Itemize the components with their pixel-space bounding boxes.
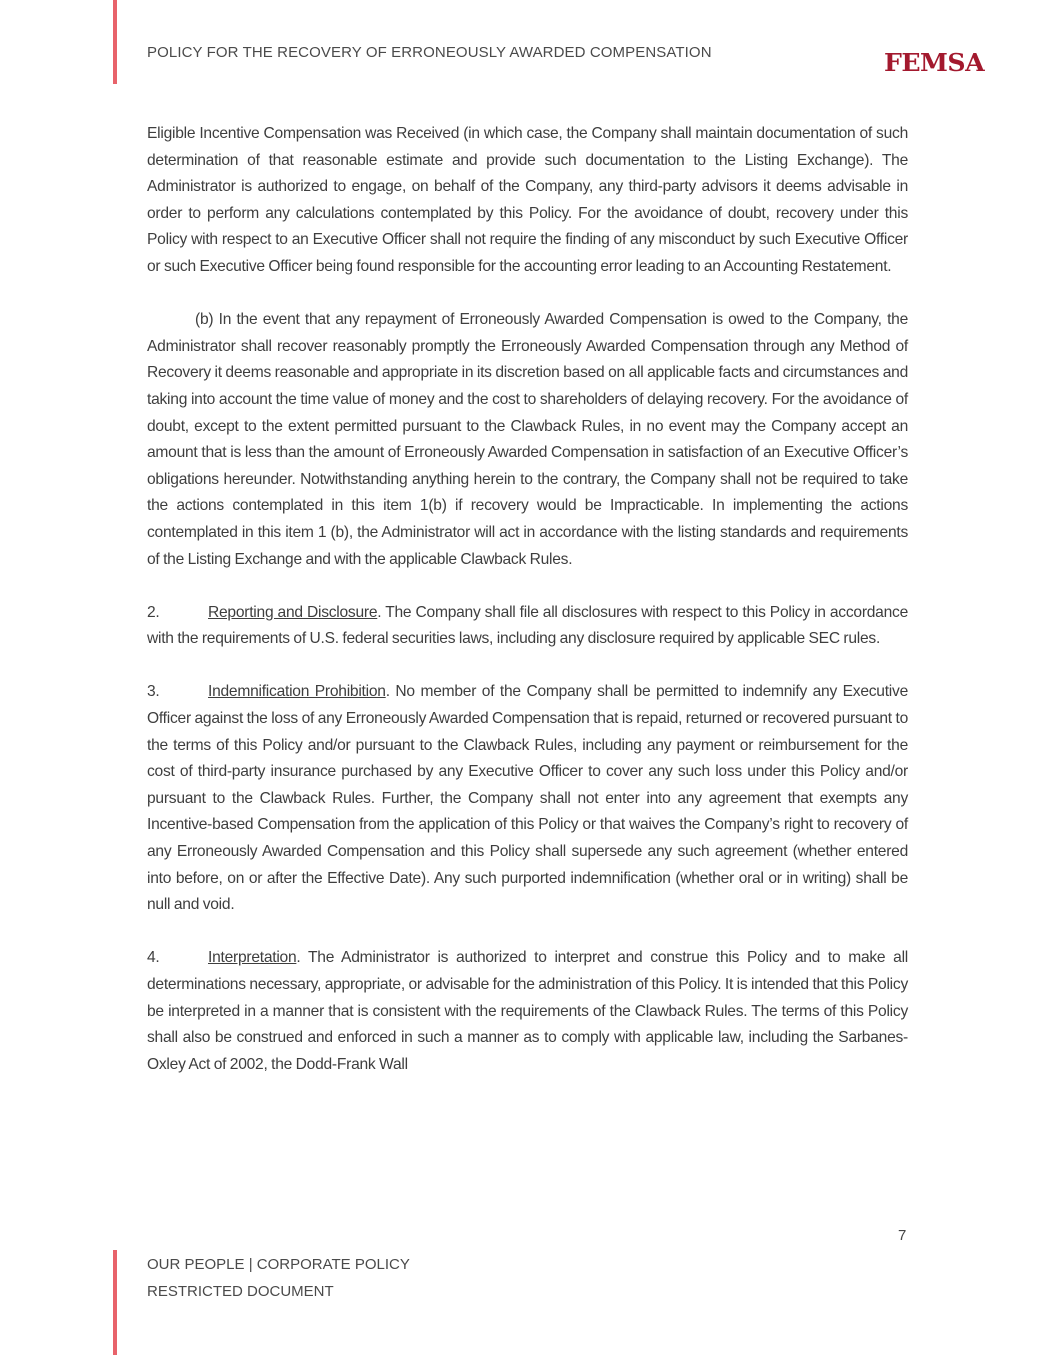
- section-text: . The Company shall file all disclosures with respect to this Policy in accordance with the requirements of U.S. federal securities laws, including any disclosure required by applicable SEC rules.: [147, 603, 908, 648]
- section-text: . No member of the Company shall be permitted to indemnify any Executive Officer against the loss of any Erroneously Awarded Compensation that is repaid, returned or recovered pursuant to the terms of this Policy and/or pursuant to the Clawback Rules, including any payment or reimbursement for the cost of third-party insurance purchased by any Executive Officer to cover any such loss under this Policy and/or pursuant to the Clawback Rules. Further, the Company shall not enter into any agreement that exempts any Incentive-based Compensation from the application of this Policy or that waives the Company’s right to recovery of any Erroneously Awarded Compensation and this Policy shall supersede any such agreement (whether entered into before, on or after the Effective Date). Any such purported indemnification (whether oral or in writing) shall be null and void.: [147, 683, 908, 914]
- section-heading: Reporting and Disclosure: [208, 603, 378, 621]
- section-heading: Interpretation: [208, 949, 297, 967]
- document-body: [147, 121, 908, 1105]
- section-text: . The Administrator is authorized to interpret and construe this Policy and to make all determinations necessary, appropriate, or advisable for the administration of this Policy. It is intended that this Policy be interpreted in a manner that is consistent with the requirements of the Clawback Rules. The terms of this Policy shall also be construed and enforced in such a manner as to comply with applicable law, including the Sarbanes-Oxley Act of 2002, the Dodd-Frank Wall: [147, 949, 908, 1073]
- paragraph-eligible-compensation: Eligible Incentive Compensation was Received (in which case, the Company shall maintain documentation of such determination of that reasonable estimate and provide such documentation to the Listing Exchange). The Administrator is authorized to engage, on behalf of the Company, any third-party advisors it deems advisable in order to perform any calculations contemplated by this Policy. For the avoidance of doubt, recovery under this Policy with respect to an Executive Officer shall not require the finding of any misconduct by such Executive Officer or such Executive Officer being found responsible for the accounting error leading to an Accounting Restatement.: [147, 125, 908, 275]
- paragraph-1b-repayment: (b) In the event that any repayment of Erroneously Awarded Compensation is owed to the Company, the Administrator shall recover reasonably promptly the Erroneously Awarded Compensation through any Method of Recovery it deems reasonable and appropriate in its discretion based on all applicable facts and circumstances and taking into account the time value of money and the cost to shareholders of delaying recovery. For the avoidance of doubt, except to the extent permitted pursuant to the Clawback Rules, in no event may the Company accept an amount that is less than the amount of Erroneously Awarded Compensation in satisfaction of an Executive Officer’s obligations hereunder. Notwithstanding anything herein to the contrary, the Company shall not be required to take the actions contemplated in this item 1(b) if recovery would be Impracticable. In implementing the actions contemplated in this item 1 (b), the Administrator will act in accordance with the listing standards and requirements of the Listing Exchange and with the applicable Clawback Rules.: [147, 311, 908, 568]
- section-indemnification-prohibition: [147, 679, 908, 918]
- femsa-logo: FEMSA: [884, 48, 985, 77]
- section-number: 4.: [147, 949, 160, 967]
- page-number: 7: [898, 1227, 907, 1244]
- footer-line-restricted: RESTRICTED DOCUMENT: [147, 1282, 334, 1300]
- document-footer: [147, 1252, 410, 1305]
- section-heading: Indemnification Prohibition: [208, 683, 386, 701]
- section-reporting-disclosure: [147, 600, 908, 653]
- header-accent-bar: [113, 0, 117, 84]
- document-header-title: POLICY FOR THE RECOVERY OF ERRONEOUSLY AWARDED COMPENSATION: [147, 44, 712, 61]
- footer-accent-bar: [113, 1250, 117, 1355]
- section-number: 2.: [147, 603, 160, 621]
- footer-line-corporate-policy: OUR PEOPLE | CORPORATE POLICY: [147, 1256, 410, 1273]
- section-interpretation: [147, 945, 908, 1078]
- section-number: 3.: [147, 683, 160, 701]
